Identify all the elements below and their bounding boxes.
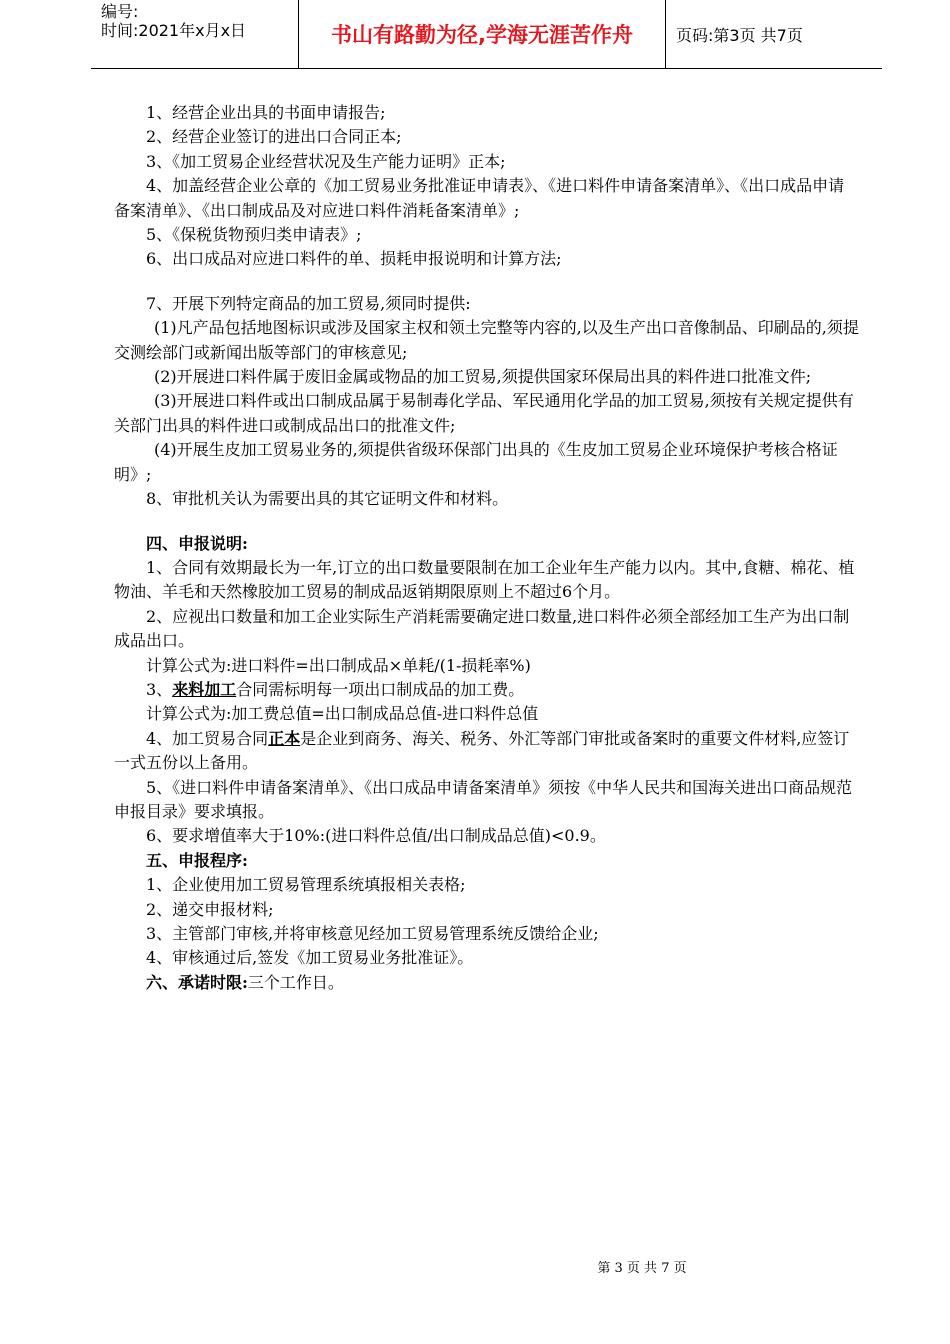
p4-suffix: 是企业到商务、海关、税务、外汇等部门审批或备案时的重要文件材料,应签订一式五份以上备用。 [114, 728, 850, 773]
section-4-p3 [114, 678, 860, 702]
list-item: 2、经营企业签订的进出口合同正本; [146, 127, 402, 147]
p3-prefix: 3、 [146, 679, 173, 699]
laiiao-jiagong-link[interactable]: 来料加工 [172, 679, 237, 699]
sub-item: (4)开展生皮加工贸易业务的,须提供省级环保部门出具的《生皮加工贸易企业环境保护考核合格证明》; [114, 440, 838, 484]
section-6 [114, 971, 860, 995]
section-4-p5: 5、《进口料件申请备案清单》、《出口成品申请备案清单》须按《中华人民共和国海关进出口商品规范申报目录》要求填报。 [114, 777, 853, 821]
list-item: 6、出口成品对应进口料件的单、损耗申报说明和计算方法; [146, 249, 562, 269]
p3-suffix: 合同需标明每一项出口制成品的加工费。 [236, 679, 525, 699]
header-page-number: 页码:第3页 共7页 [676, 25, 803, 45]
section-4-formula-1: 计算公式为:进口料件=出口制成品×单耗/(1-损耗率%) [146, 655, 531, 675]
list-item: 3、主管部门审核,并将审核意见经加工贸易管理系统反馈给企业; [146, 924, 599, 943]
header-motto: 书山有路勤为径,学海无涯苦作舟 [298, 0, 666, 68]
header-time: 时间:2021年x月x日 [101, 21, 247, 40]
list-item: 3、《加工贸易企业经营状况及生产能力证明》正本; [146, 151, 506, 171]
p4-prefix: 4、加工贸易合同 [146, 728, 269, 748]
list-item: 1、企业使用加工贸易管理系统填报相关表格; [146, 875, 466, 895]
section-6-value: 三个工作日。 [247, 972, 344, 992]
list-item: 4、加盖经营企业公章的《加工贸易业务批准证申请表》、《进口料件申请备案清单》、《出口成品申请备案清单》、《出口制成品及对应进口料件消耗备案清单》; [114, 176, 845, 220]
list-item-7: 7、开展下列特定商品的加工贸易,须同时提供: [146, 293, 471, 313]
sub-item: (2)开展进口料件属于废旧金属或物品的加工贸易,须提供国家环保局出具的料件进口批准文件; [154, 367, 812, 387]
page-header [91, 0, 882, 69]
page-footer: 第 3 页 共 7 页 [597, 1261, 687, 1276]
section-4-title: 四、申报说明: [146, 533, 248, 553]
section-4-p6: 6、要求增值率大于10%:(进口料件总值/出口制成品总值)<0.9。 [146, 826, 606, 846]
zhengben-link[interactable]: 正本 [268, 728, 301, 748]
document-body [114, 101, 860, 995]
sub-item: (3)开展进口料件或出口制成品属于易制毒化学品、军民通用化学品的加工贸易,须按有关规定提供有关部门出具的料件进口或制成品出口的批准文件; [114, 391, 854, 435]
header-meta [91, 0, 298, 68]
section-4-p2: 2、应视出口数量和加工企业实际生产消耗需要确定进口数量,进口料件必须全部经加工生产为出口制成品出口。 [114, 606, 850, 651]
list-item-8: 8、审批机关认为需要出具的其它证明文件和材料。 [146, 489, 509, 509]
section-4-p1: 1、合同有效期最长为一年,订立的出口数量要限制在加工企业年生产能力以内。其中,食糖、棉花、植物油、羊毛和天然橡胶加工贸易的制成品返销期限原则上不超过6个月。 [114, 557, 855, 602]
section-4-formula-2: 计算公式为:加工费总值=出口制成品总值-进口料件总值 [146, 704, 539, 724]
list-item: 1、经营企业出具的书面申请报告; [146, 103, 386, 122]
list-item: 4、审核通过后,签发《加工贸易业务批准证》。 [146, 948, 474, 968]
section-6-title: 六、承诺时限: [146, 972, 248, 992]
header-number: 编号: [101, 2, 139, 21]
section-5-title: 五、申报程序: [146, 850, 248, 870]
sub-item: (1)凡产品包括地图标识或涉及国家主权和领土完整等内容的,以及生产出口音像制品、印刷品的,须提交测绘部门或新闻出版等部门的审核意见; [114, 318, 859, 362]
list-item: 2、递交申报材料; [146, 899, 274, 919]
section-4-p4 [114, 727, 860, 776]
list-item: 5、《保税货物预归类申请表》; [146, 225, 362, 245]
